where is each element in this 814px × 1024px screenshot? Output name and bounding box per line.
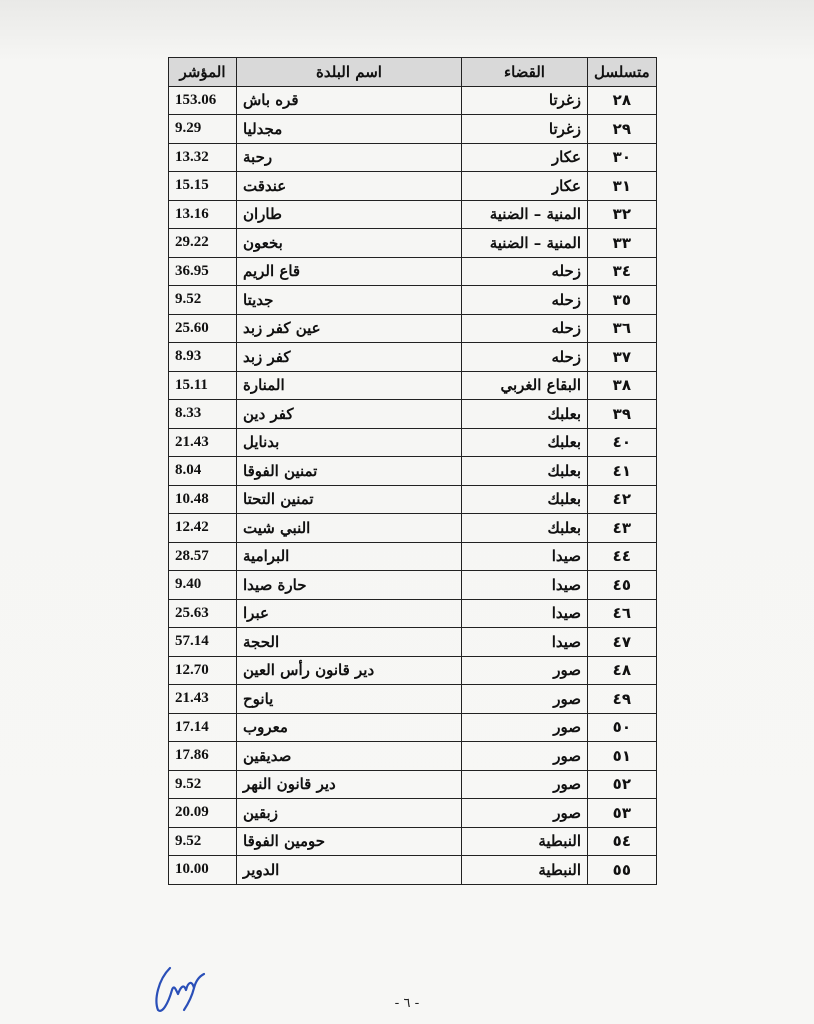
index-cell: 13.16 [169, 200, 237, 229]
serial-cell: ٤١ [588, 457, 657, 486]
district-cell: النبطية [462, 827, 588, 856]
serial-cell: ٥٠ [588, 713, 657, 742]
serial-cell: ٥٣ [588, 799, 657, 828]
district-cell: النبطية [462, 856, 588, 885]
table-row [169, 172, 657, 201]
table-row [169, 742, 657, 771]
index-cell: 36.95 [169, 257, 237, 286]
table-row [169, 685, 657, 714]
town-cell: حومين الفوقا [237, 827, 462, 856]
district-cell: زغرتا [462, 86, 588, 115]
town-cell: النبي شيت [237, 514, 462, 543]
index-cell: 9.29 [169, 115, 237, 144]
index-cell: 12.42 [169, 514, 237, 543]
index-cell: 25.63 [169, 599, 237, 628]
index-cell: 12.70 [169, 656, 237, 685]
serial-cell: ٣٠ [588, 143, 657, 172]
serial-cell: ٣٦ [588, 314, 657, 343]
serial-cell: ٢٨ [588, 86, 657, 115]
index-cell: 9.52 [169, 286, 237, 315]
district-cell: صيدا [462, 628, 588, 657]
serial-cell: ٣٣ [588, 229, 657, 258]
town-cell: تمنين الفوقا [237, 457, 462, 486]
index-cell: 9.52 [169, 770, 237, 799]
table-row [169, 713, 657, 742]
town-cell: عندقت [237, 172, 462, 201]
town-cell: الدوير [237, 856, 462, 885]
district-cell: عكار [462, 143, 588, 172]
district-cell: زحله [462, 257, 588, 286]
town-cell: مجدليا [237, 115, 462, 144]
district-cell: صور [462, 656, 588, 685]
header-town: اسم البلدة [237, 58, 462, 87]
table-row [169, 599, 657, 628]
page-number: - ٦ - [394, 996, 420, 1011]
serial-cell: ٤٠ [588, 428, 657, 457]
town-cell: طاران [237, 200, 462, 229]
town-cell: صديقين [237, 742, 462, 771]
table-row [169, 571, 657, 600]
index-cell: 10.00 [169, 856, 237, 885]
serial-cell: ٤٣ [588, 514, 657, 543]
index-cell: 29.22 [169, 229, 237, 258]
index-cell: 15.11 [169, 371, 237, 400]
header-district: القضاء [462, 58, 588, 87]
table-row [169, 770, 657, 799]
serial-cell: ٣٨ [588, 371, 657, 400]
index-cell: 9.40 [169, 571, 237, 600]
serial-cell: ٤٦ [588, 599, 657, 628]
serial-cell: ٥١ [588, 742, 657, 771]
town-cell: كفر دين [237, 400, 462, 429]
town-cell: حارة صيدا [237, 571, 462, 600]
town-cell: جديتا [237, 286, 462, 315]
town-cell: رحبة [237, 143, 462, 172]
index-cell: 13.32 [169, 143, 237, 172]
index-cell: 17.14 [169, 713, 237, 742]
district-cell: بعلبك [462, 514, 588, 543]
town-cell: دير قانون رأس العين [237, 656, 462, 685]
table-header-row [169, 58, 657, 87]
table-row [169, 115, 657, 144]
serial-cell: ٢٩ [588, 115, 657, 144]
town-cell: قاع الريم [237, 257, 462, 286]
serial-cell: ٤٨ [588, 656, 657, 685]
town-cell: قره باش [237, 86, 462, 115]
district-cell: زحله [462, 286, 588, 315]
index-cell: 10.48 [169, 485, 237, 514]
index-cell: 8.33 [169, 400, 237, 429]
town-cell: الحجة [237, 628, 462, 657]
table-row [169, 400, 657, 429]
index-cell: 25.60 [169, 314, 237, 343]
table-row [169, 428, 657, 457]
town-cell: بخعون [237, 229, 462, 258]
table-row [169, 856, 657, 885]
table-row [169, 656, 657, 685]
table-row [169, 827, 657, 856]
index-cell: 21.43 [169, 685, 237, 714]
district-cell: بعلبك [462, 457, 588, 486]
index-cell: 21.43 [169, 428, 237, 457]
table-row [169, 514, 657, 543]
table-row [169, 286, 657, 315]
district-cell: زحله [462, 343, 588, 372]
index-cell: 20.09 [169, 799, 237, 828]
town-cell: بدنايل [237, 428, 462, 457]
serial-cell: ٣٢ [588, 200, 657, 229]
index-cell: 17.86 [169, 742, 237, 771]
district-cell: صور [462, 770, 588, 799]
towns-index-table [168, 57, 657, 885]
district-cell: زغرتا [462, 115, 588, 144]
table-row [169, 371, 657, 400]
index-cell: 28.57 [169, 542, 237, 571]
index-cell: 8.04 [169, 457, 237, 486]
town-cell: عبرا [237, 599, 462, 628]
index-cell: 153.06 [169, 86, 237, 115]
district-cell: صور [462, 799, 588, 828]
table-row [169, 257, 657, 286]
table-row [169, 457, 657, 486]
district-cell: المنية – الضنية [462, 229, 588, 258]
district-cell: صور [462, 742, 588, 771]
town-cell: معروب [237, 713, 462, 742]
district-cell: بعلبك [462, 485, 588, 514]
table-row [169, 343, 657, 372]
table-row [169, 229, 657, 258]
district-cell: صور [462, 685, 588, 714]
table-row [169, 314, 657, 343]
index-cell: 9.52 [169, 827, 237, 856]
serial-cell: ٤٥ [588, 571, 657, 600]
serial-cell: ٣١ [588, 172, 657, 201]
district-cell: صيدا [462, 599, 588, 628]
table-row [169, 200, 657, 229]
town-cell: دير قانون النهر [237, 770, 462, 799]
town-cell: البرامية [237, 542, 462, 571]
table-row [169, 628, 657, 657]
table-row [169, 143, 657, 172]
table-row [169, 485, 657, 514]
serial-cell: ٤٤ [588, 542, 657, 571]
header-serial: متسلسل [588, 58, 657, 87]
serial-cell: ٣٤ [588, 257, 657, 286]
district-cell: صيدا [462, 571, 588, 600]
district-cell: المنية – الضنية [462, 200, 588, 229]
district-cell: زحله [462, 314, 588, 343]
town-cell: المنارة [237, 371, 462, 400]
district-cell: عكار [462, 172, 588, 201]
index-cell: 15.15 [169, 172, 237, 201]
table-row [169, 799, 657, 828]
serial-cell: ٥٤ [588, 827, 657, 856]
district-cell: البقاع الغربي [462, 371, 588, 400]
town-cell: يانوح [237, 685, 462, 714]
serial-cell: ٣٧ [588, 343, 657, 372]
district-cell: صور [462, 713, 588, 742]
district-cell: بعلبك [462, 400, 588, 429]
table-row [169, 86, 657, 115]
header-index: المؤشر [169, 58, 237, 87]
district-cell: بعلبك [462, 428, 588, 457]
serial-cell: ٥٥ [588, 856, 657, 885]
serial-cell: ٣٩ [588, 400, 657, 429]
serial-cell: ٤٢ [588, 485, 657, 514]
index-cell: 8.93 [169, 343, 237, 372]
town-cell: كفر زبد [237, 343, 462, 372]
serial-cell: ٤٩ [588, 685, 657, 714]
serial-cell: ٤٧ [588, 628, 657, 657]
town-cell: تمنين التحتا [237, 485, 462, 514]
serial-cell: ٣٥ [588, 286, 657, 315]
town-cell: زبقين [237, 799, 462, 828]
serial-cell: ٥٢ [588, 770, 657, 799]
index-cell: 57.14 [169, 628, 237, 657]
table-row [169, 542, 657, 571]
district-cell: صيدا [462, 542, 588, 571]
town-cell: عين كفر زبد [237, 314, 462, 343]
